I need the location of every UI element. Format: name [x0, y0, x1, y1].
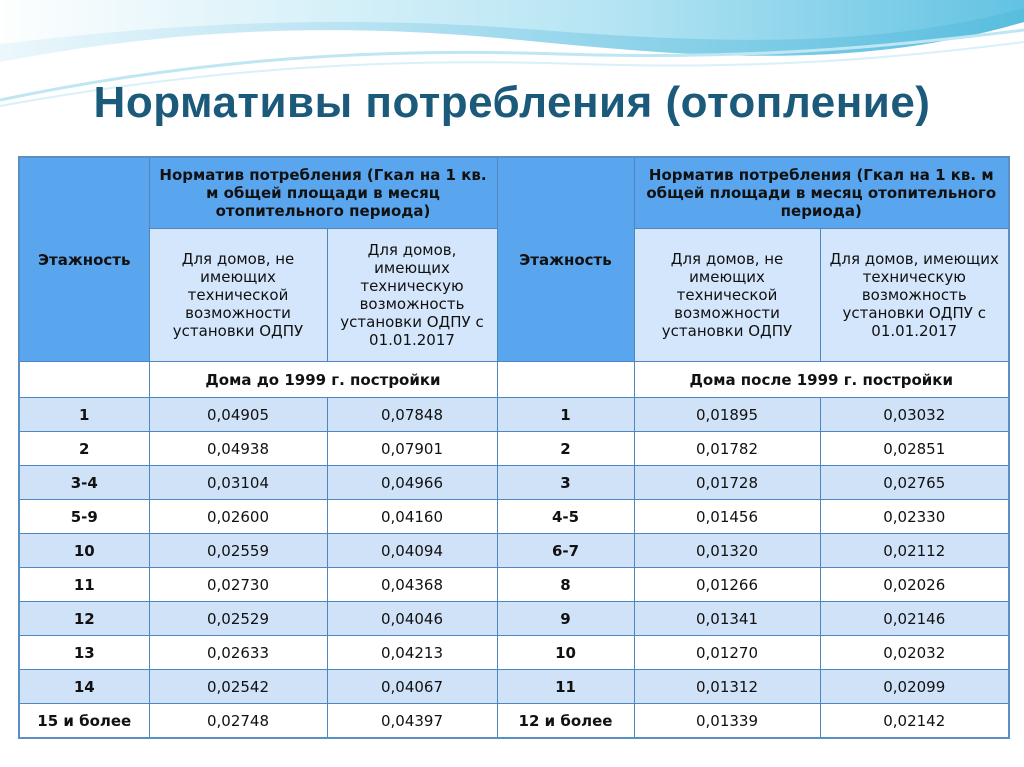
cell-right-floor: 6-7 — [497, 534, 634, 568]
cell-right-b: 0,02765 — [820, 466, 1009, 500]
cell-left-b: 0,04368 — [327, 568, 497, 602]
table-row — [19, 670, 1009, 704]
cell-left-floor: 10 — [19, 534, 149, 568]
cell-left-a: 0,02730 — [149, 568, 327, 602]
cell-left-a: 0,02542 — [149, 670, 327, 704]
cell-left-b: 0,04067 — [327, 670, 497, 704]
header-floors-left: Этажность — [19, 157, 149, 362]
cell-right-b: 0,02330 — [820, 500, 1009, 534]
table-row — [19, 602, 1009, 636]
header-norm-left: Норматив потребления (Гкал на 1 кв. м общей площади в месяц отопительного периода) — [149, 157, 497, 229]
header-no-odpu-left: Для домов, не имеющих технической возможности установки ОДПУ — [149, 229, 327, 362]
cell-right-b: 0,02099 — [820, 670, 1009, 704]
cell-left-a: 0,02559 — [149, 534, 327, 568]
consumption-norms-table — [18, 156, 1010, 739]
cell-right-b: 0,02032 — [820, 636, 1009, 670]
cell-right-b: 0,02112 — [820, 534, 1009, 568]
cell-left-floor: 13 — [19, 636, 149, 670]
table-row — [19, 500, 1009, 534]
cell-right-b: 0,02146 — [820, 602, 1009, 636]
table-row — [19, 432, 1009, 466]
cell-left-a: 0,02529 — [149, 602, 327, 636]
header-no-odpu-right: Для домов, не имеющих технической возможности установки ОДПУ — [634, 229, 820, 362]
cell-left-a: 0,02633 — [149, 636, 327, 670]
section-blank-right — [497, 362, 634, 398]
cell-left-a: 0,04938 — [149, 432, 327, 466]
table-row — [19, 568, 1009, 602]
cell-right-floor: 8 — [497, 568, 634, 602]
cell-left-floor: 14 — [19, 670, 149, 704]
cell-right-a: 0,01895 — [634, 398, 820, 432]
cell-left-floor: 12 — [19, 602, 149, 636]
cell-right-a: 0,01266 — [634, 568, 820, 602]
cell-right-a: 0,01341 — [634, 602, 820, 636]
cell-right-a: 0,01456 — [634, 500, 820, 534]
cell-left-b: 0,07848 — [327, 398, 497, 432]
section-after-1999: Дома после 1999 г. постройки — [634, 362, 1009, 398]
cell-right-floor: 1 — [497, 398, 634, 432]
cell-left-b: 0,04397 — [327, 704, 497, 739]
cell-left-b: 0,04046 — [327, 602, 497, 636]
cell-right-floor: 11 — [497, 670, 634, 704]
table-row — [19, 636, 1009, 670]
cell-right-b: 0,03032 — [820, 398, 1009, 432]
header-norm-right: Норматив потребления (Гкал на 1 кв. м общей площади в месяц отопительного периода) — [634, 157, 1009, 229]
cell-left-b: 0,04160 — [327, 500, 497, 534]
header-floors-right: Этажность — [497, 157, 634, 362]
cell-right-floor: 3 — [497, 466, 634, 500]
table-row — [19, 398, 1009, 432]
cell-left-a: 0,02600 — [149, 500, 327, 534]
cell-right-a: 0,01728 — [634, 466, 820, 500]
cell-right-floor: 9 — [497, 602, 634, 636]
cell-right-b: 0,02026 — [820, 568, 1009, 602]
cell-left-b: 0,04213 — [327, 636, 497, 670]
cell-right-a: 0,01270 — [634, 636, 820, 670]
cell-right-b: 0,02851 — [820, 432, 1009, 466]
cell-left-a: 0,04905 — [149, 398, 327, 432]
cell-left-floor: 5-9 — [19, 500, 149, 534]
cell-left-b: 0,04094 — [327, 534, 497, 568]
cell-left-floor: 2 — [19, 432, 149, 466]
header-with-odpu-left: Для домов, имеющих техническую возможность установки ОДПУ с 01.01.2017 — [327, 229, 497, 362]
cell-left-floor: 3-4 — [19, 466, 149, 500]
cell-left-a: 0,02748 — [149, 704, 327, 739]
page-title: Нормативы потребления (отопление) — [93, 78, 931, 127]
cell-right-a: 0,01339 — [634, 704, 820, 739]
cell-left-floor: 15 и более — [19, 704, 149, 739]
table-row — [19, 466, 1009, 500]
cell-right-floor: 12 и более — [497, 704, 634, 739]
cell-left-floor: 1 — [19, 398, 149, 432]
cell-right-floor: 10 — [497, 636, 634, 670]
cell-left-b: 0,07901 — [327, 432, 497, 466]
header-with-odpu-right: Для домов, имеющих техническую возможность установки ОДПУ с 01.01.2017 — [820, 229, 1009, 362]
cell-right-floor: 2 — [497, 432, 634, 466]
cell-right-floor: 4-5 — [497, 500, 634, 534]
section-blank-left — [19, 362, 149, 398]
cell-left-b: 0,04966 — [327, 466, 497, 500]
cell-right-b: 0,02142 — [820, 704, 1009, 739]
cell-left-floor: 11 — [19, 568, 149, 602]
table-row — [19, 704, 1009, 739]
cell-right-a: 0,01320 — [634, 534, 820, 568]
section-before-1999: Дома до 1999 г. постройки — [149, 362, 497, 398]
cell-right-a: 0,01312 — [634, 670, 820, 704]
table-row — [19, 534, 1009, 568]
cell-left-a: 0,03104 — [149, 466, 327, 500]
cell-right-a: 0,01782 — [634, 432, 820, 466]
